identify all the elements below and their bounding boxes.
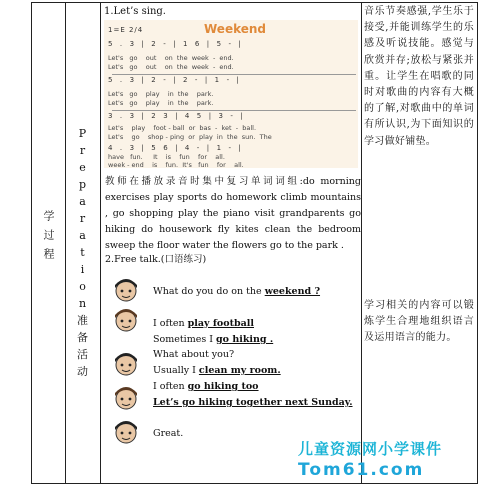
stage-label bbox=[31, 210, 65, 275]
step-letter: p bbox=[78, 178, 87, 191]
child-avatar-icon bbox=[110, 418, 142, 446]
lyric-1a: Let's go out on the week - end. bbox=[108, 54, 234, 62]
score-rule bbox=[112, 74, 356, 75]
step-letter: r bbox=[79, 212, 86, 225]
col-divider-2 bbox=[100, 2, 101, 484]
song-title: Weekend bbox=[204, 22, 267, 36]
note-song: 音乐节奏感强,学生乐于接受,并能训练学生的乐感及听说技能。感觉与欣赏并存;放松与紧张并重。让学生在唱歌的同时对歌曲的内容有大概的了解,对歌曲中的单词有所认识,为下面知识的学习做好铺垫。 bbox=[364, 6, 474, 147]
step-letter: n bbox=[78, 297, 87, 310]
lyric-3b: Let's go shop - ping or play in the sun. The bbox=[108, 133, 272, 141]
step-char: 活 bbox=[77, 348, 88, 361]
step-letter: e bbox=[79, 161, 86, 174]
stage-text: 学过程 bbox=[42, 210, 55, 267]
dialog-a1: I often play football bbox=[153, 318, 255, 329]
dialog-q2: What about you? bbox=[153, 349, 235, 360]
step-char: 动 bbox=[77, 365, 88, 378]
freetalk-heading: 2.Free talk.(口语练习) bbox=[105, 254, 207, 265]
step-letter: P bbox=[78, 127, 87, 140]
lyric-2a: Let's go play in the park. bbox=[108, 90, 214, 98]
score-line-3: 3 . 3 | 2 3 | 4 5 | 3 - | bbox=[108, 112, 244, 120]
step-char: 准 bbox=[77, 314, 88, 327]
song-score-image bbox=[104, 20, 358, 168]
dialog-a5: Let’s go hiking together next Sunday. bbox=[153, 397, 353, 408]
watermark-cn: 儿童资源网小学课件 bbox=[298, 440, 443, 458]
song-key: 1=E 2/4 bbox=[108, 26, 144, 34]
lyric-2b: Let's go play in the park. bbox=[108, 99, 214, 107]
watermark-en: Tom61.com bbox=[298, 460, 425, 480]
child-avatar-icon bbox=[110, 384, 142, 412]
score-line-4: 4 . 3 | 5 6 | 4 - | 1 - | bbox=[108, 144, 242, 152]
child-avatar-icon bbox=[110, 306, 142, 334]
step-letter: o bbox=[79, 280, 86, 293]
lyric-4b: week - end is fun. It's fun for all. bbox=[108, 161, 244, 169]
watermark-logo bbox=[298, 438, 443, 480]
dialog-q1: What do you do on the weekend ? bbox=[153, 286, 321, 297]
lyric-4a: have fun. It is fun for all. bbox=[108, 153, 225, 161]
score-rule bbox=[112, 110, 356, 111]
step-letter: i bbox=[80, 263, 85, 276]
score-line-1: 5 . 3 | 2 - | 1 6 | 5 - | bbox=[108, 40, 242, 48]
step-letter: r bbox=[79, 144, 86, 157]
song-heading: 1.Let’s sing. bbox=[104, 6, 166, 17]
dialog-a4: I often go hiking too bbox=[153, 381, 259, 392]
dialog-a2: Sometimes I go hiking . bbox=[153, 334, 274, 345]
step-char: 备 bbox=[77, 331, 88, 344]
dialog-a6: Great. bbox=[153, 428, 184, 439]
col-divider-3 bbox=[361, 2, 362, 484]
step-letter: a bbox=[79, 229, 86, 242]
child-avatar-icon bbox=[110, 276, 142, 304]
dialog-a3: Usually I clean my room. bbox=[153, 365, 281, 376]
review-paragraph: 教师在播放录音时集中复习单词词组:do morning exercises play sports do homework climb mountains , go shopping play the piano visit grandparents go hiking do housework fly kites clean the bedroom sweep the floor water the flowers go to the park . bbox=[105, 176, 361, 251]
step-letter: t bbox=[80, 246, 85, 259]
score-line-2: 5 . 3 | 2 - | 2 - | 1 - | bbox=[108, 76, 240, 84]
step-letter: a bbox=[79, 195, 86, 208]
lyric-3a: Let's play foot - ball or bas - ket - ball. bbox=[108, 124, 257, 132]
child-avatar-icon bbox=[110, 350, 142, 378]
note-freetalk: 学习相关的内容可以锻炼学生合理地组织语言及运用语言的能力。 bbox=[364, 300, 474, 344]
step-column bbox=[66, 125, 99, 380]
lyric-1b: Let's go out on the week - end. bbox=[108, 63, 234, 71]
